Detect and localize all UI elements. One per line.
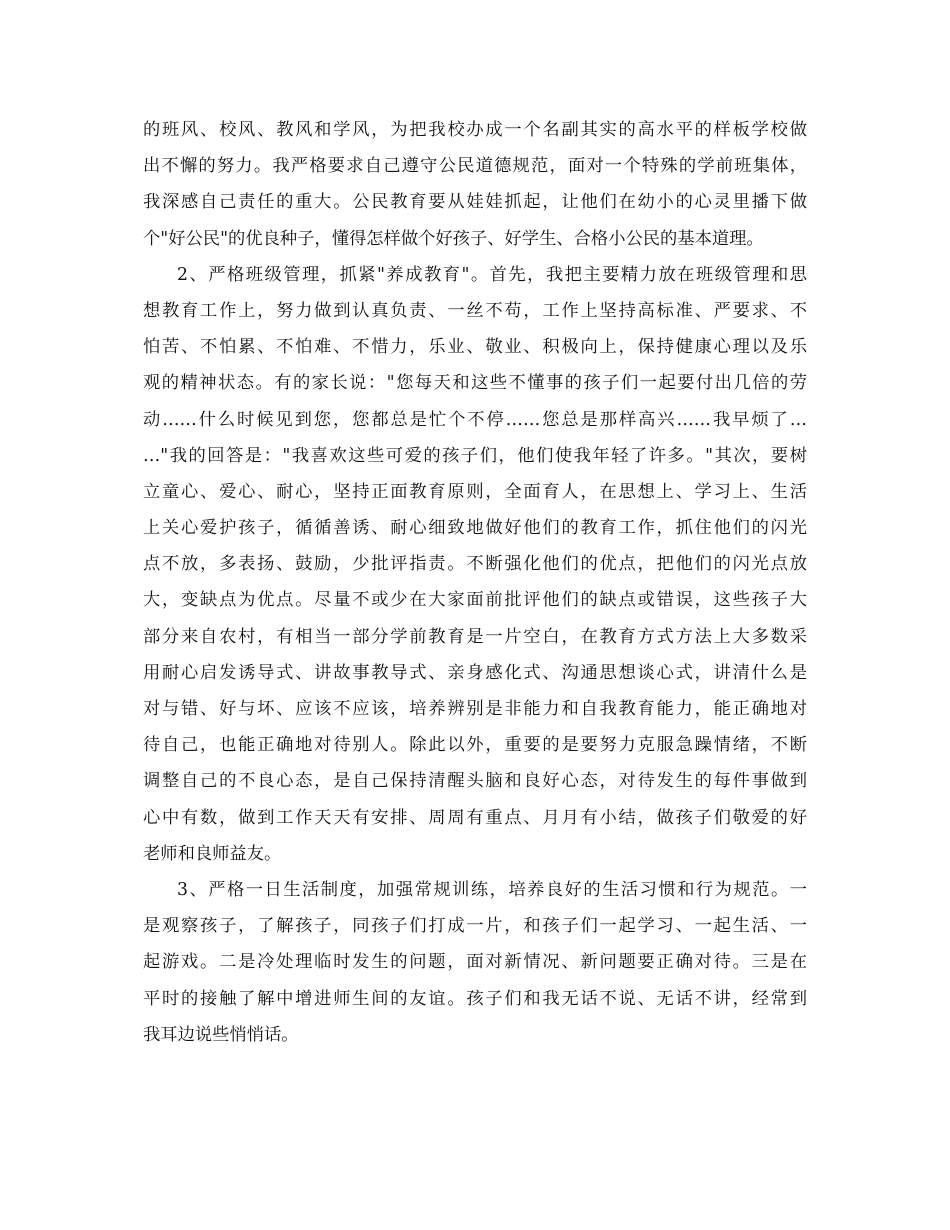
- text-line: 怕苦、不怕累、不怕难、不惜力，乐业、敬业、积极向上，保持健康心理以及乐: [143, 337, 807, 358]
- text-line: 想教育工作上，努力做到认真负责、一丝不苟，工作上坚持高标准、严要求、不: [143, 300, 807, 321]
- text-line: 的班风、校风、教风和学风，为把我校办成一个名副其实的高水平的样板学校做: [143, 120, 807, 140]
- text-line: 出不懈的努力。我严格要求自己遵守公民道德规范，面对一个特殊的学前班集体，: [143, 156, 807, 177]
- text-line: 点不放，多表扬、鼓励，少批评指责。不断强化他们的优点，把他们的闪光点放: [143, 554, 807, 575]
- text-line: 对与错、好与坏、应该不应该，培养辨别是非能力和自我教育能力，能正确地对: [143, 699, 807, 719]
- text-line: 3、严格一日生活制度，加强常规训练，培养良好的生活习惯和行为规范。一: [177, 879, 807, 900]
- text-line: 待自己，也能正确地对待别人。除此以外，重要的是要努力克服急躁情绪，不断: [143, 735, 807, 756]
- text-line: 观的精神状态。有的家长说："您每天和这些不懂事的孩子们一起要付出几倍的劳: [143, 373, 807, 394]
- text-line: 部分来自农村，有相当一部分学前教育是一片空白，在教育方式方法上大多数采: [143, 626, 807, 647]
- document-body: [143, 112, 807, 1053]
- text-line: 平时的接触了解中增进师生间的友谊。孩子们和我无话不说、无话不讲，经常到: [143, 988, 807, 1009]
- text-line: 调整自己的不良心态，是自己保持清醒头脑和良好心态，对待发生的每件事做到: [143, 771, 807, 792]
- text-line: 用耐心启发诱导式、讲故事教导式、亲身感化式、沟通思想谈心式，讲清什么是: [143, 662, 807, 683]
- text-line: 我耳边说些悄悄话。: [143, 1024, 299, 1045]
- text-line: 我深感自己责任的重大。公民教育要从娃娃抓起，让他们在幼小的心灵里播下做: [143, 192, 807, 213]
- text-line: 老师和良师益友。: [143, 843, 282, 864]
- text-line: 大，变缺点为优点。尽量不或少在大家面前批评他们的缺点或错误，这些孩子大: [143, 590, 807, 611]
- text-line: 立童心、爱心、耐心，坚持正面教育原则，全面育人，在思想上、学习上、生活: [143, 481, 807, 502]
- text-line: 个"好公民"的优良种子，懂得怎样做个好孩子、好学生、合格小公民的基本道理。: [143, 228, 764, 249]
- text-line: 上关心爱护孩子，循循善诱、耐心细致地做好他们的教育工作，抓住他们的闪光: [143, 518, 807, 539]
- text-line: 是观察孩子，了解孩子，同孩子们打成一片，和孩子们一起学习、一起生活、一: [143, 916, 807, 937]
- text-line: 动……什么时候见到您，您都总是忙个不停……您总是那样高兴……我早烦了…: [143, 409, 807, 430]
- text-line: 起游戏。二是冷处理临时发生的问题，面对新情况、新问题要正确对待。三是在: [143, 952, 807, 973]
- text-line: 2、严格班级管理，抓紧"养成教育"。首先，我把主要精力放在班级管理和思: [177, 264, 807, 285]
- text-line: …"我的回答是："我喜欢这些可爱的孩子们，他们使我年轻了许多。"其次，要树: [143, 445, 807, 466]
- text-line: 心中有数，做到工作天天有安排、周周有重点、月月有小结，做孩子们敬爱的好: [143, 807, 807, 828]
